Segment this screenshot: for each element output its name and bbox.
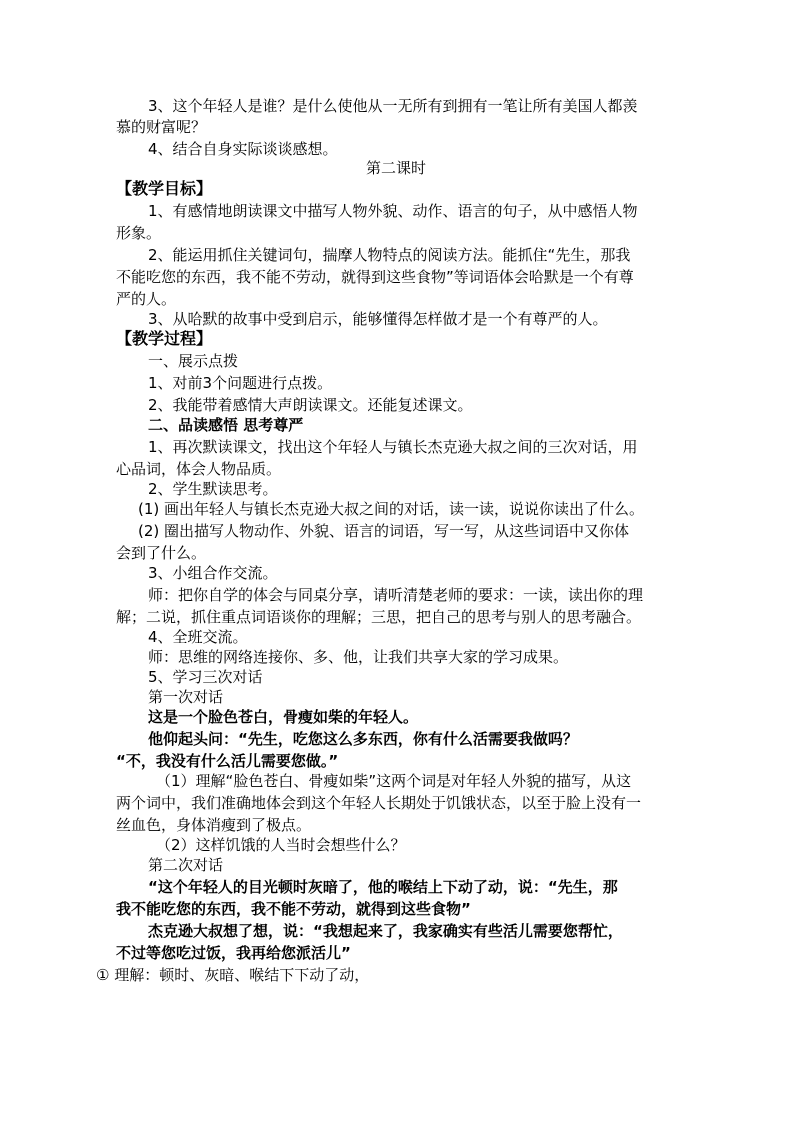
dialog-1-line-2: 他仰起头问：“先生，吃您这么多东西，你有什么活需要我做吗？ bbox=[148, 730, 578, 748]
understanding-1-line-2: 两个词中，我们准确地体会到这个年轻人长期处于饥饿状态，以至于脸上没有一 bbox=[116, 794, 642, 812]
section-1-title: 一、展示点拨 bbox=[148, 352, 239, 370]
section-2-item-5: 5、学习三次对话 bbox=[148, 668, 263, 686]
teacher-instruction-line-1: 师：把你自学的体会与同桌分享，请听清楚老师的要求：一读，读出你的理 bbox=[148, 586, 644, 604]
section-2-sub-2-line-1: (2) 圈出描写人物动作、外貌、语言的词语，写一写，从这些词语中又你体 bbox=[138, 522, 630, 540]
section-1-item-2: 2、我能带着感情大声朗读课文。还能复述课文。 bbox=[148, 396, 473, 414]
understanding-1-line-1: （1）理解“脸色苍白、骨瘦如柴”这两个词是对年轻人外貌的描写，从这 bbox=[156, 772, 632, 790]
understanding-1-line-3: 丝血色，身体消瘦到了极点。 bbox=[116, 816, 312, 834]
dialog-2-line-3: 杰克逊大叔想了想，说：“我想起来了，我家确实有些活儿需要您帮忙， bbox=[148, 922, 623, 940]
dialog-1-line-1: 这是一个脸色苍白，骨瘦如柴的年轻人。 bbox=[148, 708, 419, 726]
section-2-sub-1: (1) 画出年轻人与镇长杰克逊大叔之间的对话，读一读，说说你读出了什么。 bbox=[138, 500, 645, 518]
dialog-2-title: 第二次对话 bbox=[148, 856, 224, 874]
dialog-2-line-2: 我不能吃您的东西，我不能不劳动，就得到这些食物” bbox=[116, 900, 471, 918]
understanding-2: （2）这样饥饿的人当时会想些什么？ bbox=[156, 836, 406, 854]
lesson-title: 第二课时 bbox=[366, 159, 427, 177]
section-2-sub-2-line-2: 会到了什么。 bbox=[116, 544, 207, 562]
teacher-instruction-2: 师：思维的网络连接你、多、他，让我们共享大家的学习成果。 bbox=[148, 648, 569, 666]
section-2-item-1-line-1: 1、再次默读课文，找出这个年轻人与镇长杰克逊大叔之间的三次对话，用 bbox=[148, 438, 638, 456]
section-1-item-1: 1、对前3个问题进行点拨。 bbox=[148, 374, 333, 392]
dialog-2-line-1: “这个年轻人的目光顿时灰暗了，他的喉结上下动了动，说：“先生，那 bbox=[148, 878, 618, 896]
goal-1-line-1: 1、有感情地朗读课文中描写人物外貌、动作、语言的句子，从中感悟人物 bbox=[148, 202, 638, 220]
section-2-item-1-line-2: 心品词，体会人物品质。 bbox=[116, 460, 282, 478]
goal-2-line-2: 不能吃您的东西，我不能不劳动，就得到这些食物”等词语体会哈默是一个有尊 bbox=[116, 268, 634, 286]
goal-2-line-1: 2、能运用抓住关键词句，揣摩人物特点的阅读方法。能抓住“先生，那我 bbox=[148, 246, 631, 264]
goal-3: 3、从哈默的故事中受到启示，能够懂得怎样做才是一个有尊严的人。 bbox=[148, 310, 608, 328]
dialog-1-line-3: “不，我没有什么活儿需要您做。” bbox=[116, 752, 339, 770]
dialog-1-title: 第一次对话 bbox=[148, 688, 224, 706]
circled-item-1: ① 理解：顿时、灰暗、喉结下下动了动， bbox=[96, 966, 370, 984]
section-2-item-2: 2、学生默读思考。 bbox=[148, 480, 278, 498]
section-2-item-3: 3、小组合作交流。 bbox=[148, 564, 278, 582]
section-2-title: 二、品读感悟 思考尊严 bbox=[148, 416, 304, 434]
question-3-line-2: 慕的财富呢？ bbox=[116, 118, 207, 136]
process-heading: 【教学过程】 bbox=[116, 329, 213, 348]
question-4: 4、结合自身实际谈谈感想。 bbox=[148, 140, 338, 158]
goal-1-line-2: 形象。 bbox=[116, 224, 162, 242]
teacher-instruction-line-2: 解；二说，抓住重点词语谈你的理解；三思，把自己的思考与别人的思考融合。 bbox=[116, 608, 642, 626]
question-3-line-1: 3、这个年轻人是谁？是什么使他从一无所有到拥有一笔让所有美国人都羡 bbox=[148, 97, 638, 115]
section-2-item-4: 4、全班交流。 bbox=[148, 628, 248, 646]
dialog-2-line-4: 不过等您吃过饭，我再给您派活儿” bbox=[116, 944, 351, 962]
goal-2-line-3: 严的人。 bbox=[116, 290, 177, 308]
goals-heading: 【教学目标】 bbox=[116, 179, 213, 198]
